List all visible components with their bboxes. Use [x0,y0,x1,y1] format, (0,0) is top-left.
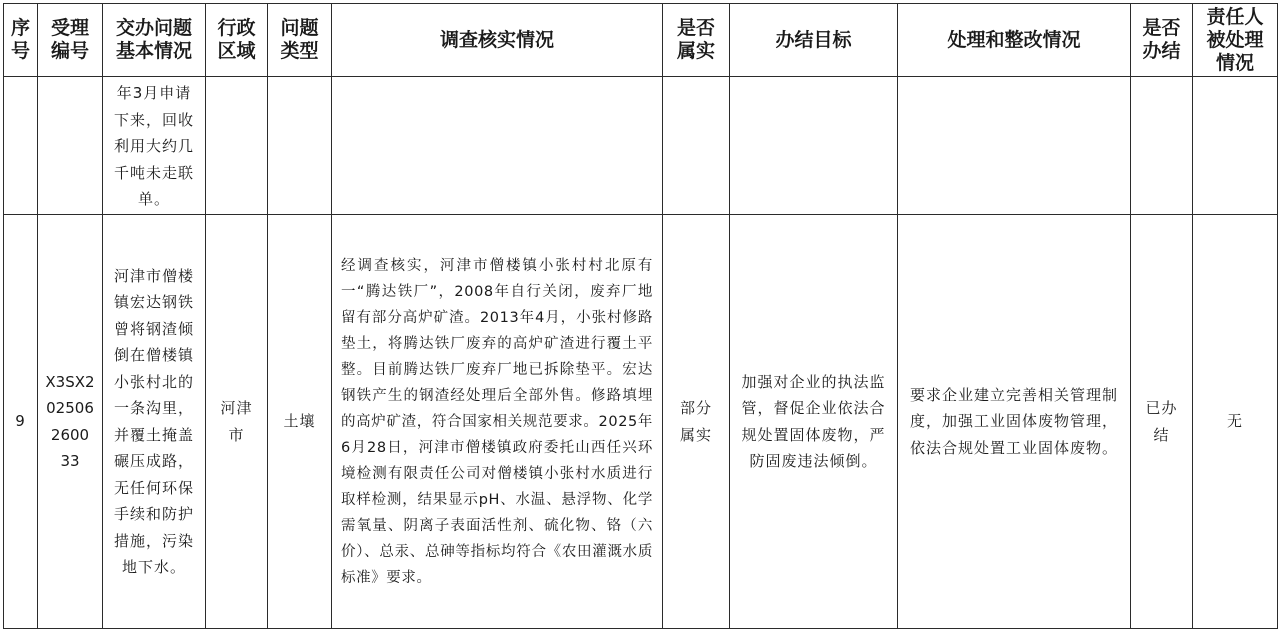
table-row [4,77,1278,215]
header-case-no: 受理编号 [38,4,103,77]
header-goal: 办结目标 [730,4,898,77]
cell-issue: 年3月申请下来，回收利用大约几千吨未走联单。 [103,77,206,215]
header-region: 行政区域 [206,4,268,77]
report-table [3,3,1278,629]
cell-accountability: 无 [1193,215,1278,629]
cell-category [268,77,332,215]
cell-closed [1131,77,1193,215]
cell-case-no [38,77,103,215]
table-row [4,215,1278,629]
header-verified: 是否属实 [663,4,730,77]
cell-verified: 部分属实 [663,215,730,629]
cell-accountability [1193,77,1278,215]
header-closed: 是否办结 [1131,4,1193,77]
cell-goal [730,77,898,215]
cell-region [206,77,268,215]
cell-goal: 加强对企业的执法监管，督促企业依法合规处置固体废物，严防固废违法倾倒。 [730,215,898,629]
cell-investigation: 经调查核实，河津市僧楼镇小张村村北原有一“腾达铁厂”，2008年自行关闭，废弃厂地留有部分高炉矿渣。2013年4月，小张村修路垫土，将腾达铁厂废弃的高炉矿渣进行覆土平整。目前腾达铁厂废弃厂地已拆除垫平。宏达钢铁产生的钢渣经处理后全部外售。修路填埋的高炉矿渣，符合国家相关规范要求。2025年6月28日，河津市僧楼镇政府委托山西任兴环境检测有限责任公司对僧楼镇小张村水质进行取样检测，结果显示pH、水温、悬浮物、化学需氧量、阴离子表面活性剂、硫化物、铬（六价）、总汞、总砷等指标均符合《农田灌溉水质标准》要求。 [332,215,663,629]
header-issue: 交办问题基本情况 [103,4,206,77]
cell-investigation [332,77,663,215]
cell-category: 土壤 [268,215,332,629]
cell-handling: 要求企业建立完善相关管理制度，加强工业固体废物管理，依法合规处置工业固体废物。 [898,215,1131,629]
cell-handling [898,77,1131,215]
header-row [4,4,1278,77]
header-accountability: 责任人被处理情况 [1193,4,1278,77]
cell-case-no: X3SX2025062600 33 [38,215,103,629]
header-handling: 处理和整改情况 [898,4,1131,77]
cell-issue: 河津市僧楼镇宏达钢铁曾将钢渣倾倒在僧楼镇小张村北的一条沟里，并覆土掩盖碾压成路，无任何环保手续和防护措施，污染地下水。 [103,215,206,629]
header-category: 问题类型 [268,4,332,77]
cell-seq [4,77,38,215]
cell-region: 河津市 [206,215,268,629]
cell-verified [663,77,730,215]
cell-seq: 9 [4,215,38,629]
cell-closed: 已办结 [1131,215,1193,629]
header-investigation: 调查核实情况 [332,4,663,77]
header-seq: 序号 [4,4,38,77]
